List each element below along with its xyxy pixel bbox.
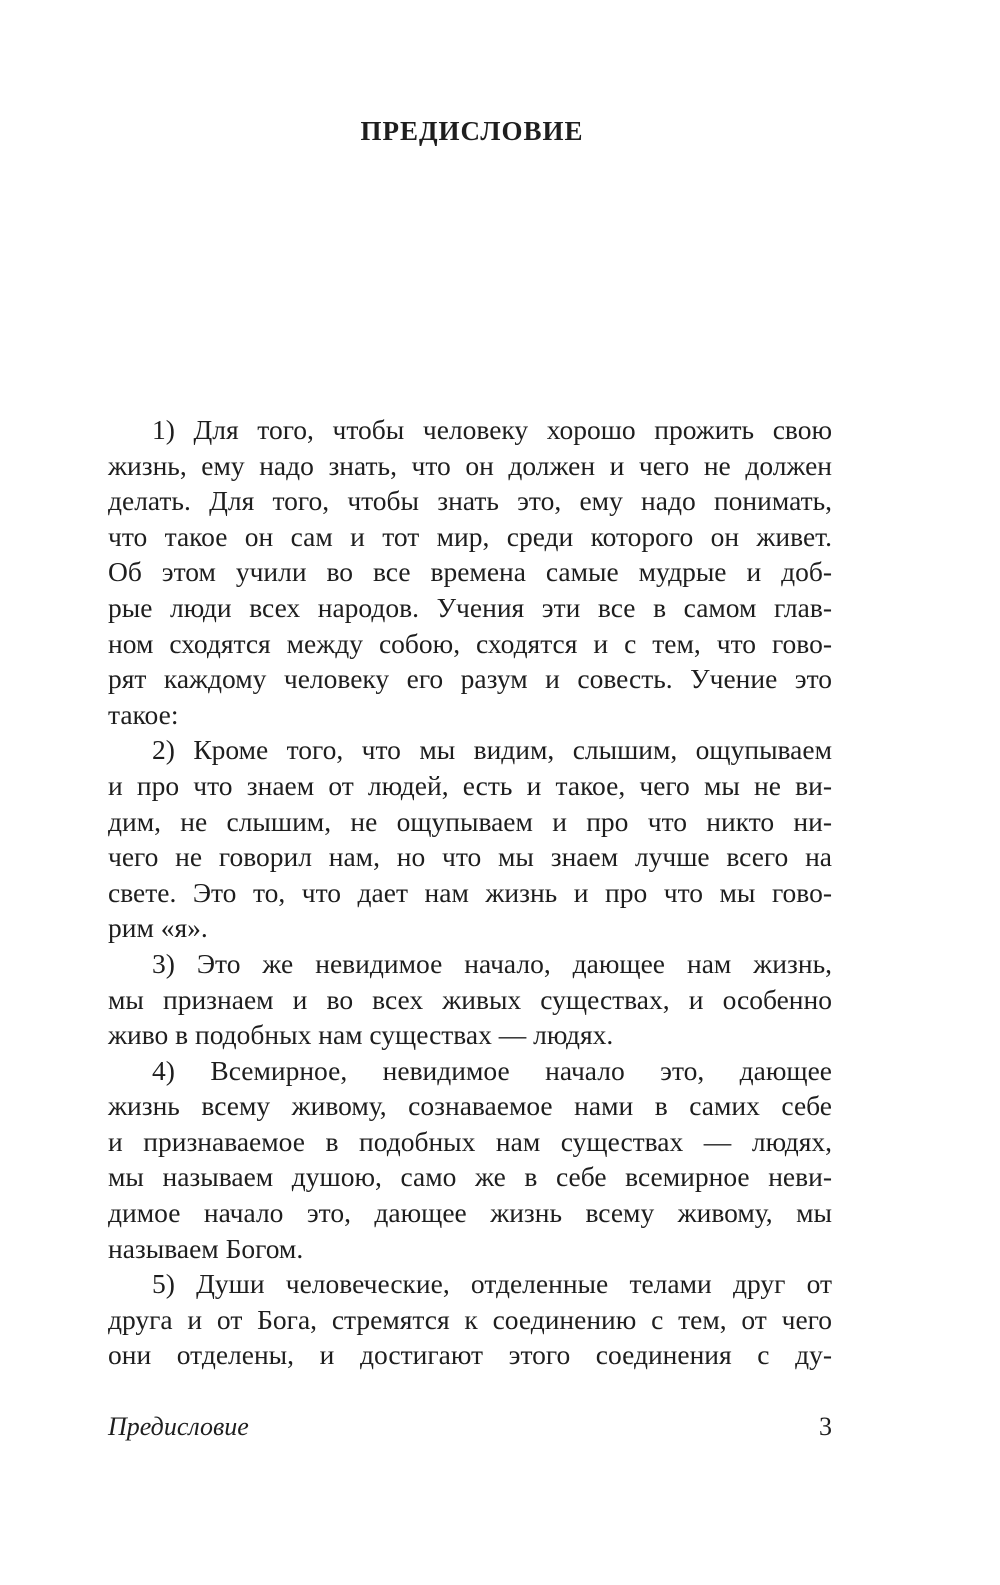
text-line: жизнь, ему надо знать, что он должен и чего не должен bbox=[108, 449, 832, 481]
text-line: мы признаем и во всех живых существах, и особенно bbox=[108, 983, 832, 1015]
text-line: 3) Это же невидимое начало, дающее нам жизнь, bbox=[152, 947, 832, 979]
body-text bbox=[108, 412, 832, 1373]
text-line: 2) Кроме того, что мы видим, слышим, ощупываем bbox=[152, 734, 832, 766]
text-line: живо в подобных нам существах — людях. bbox=[108, 1019, 614, 1051]
text-line: и признаваемое в подобных нам существах — людях, bbox=[108, 1125, 832, 1157]
page-footer bbox=[108, 1412, 832, 1448]
text-line: чего не говорил нам, но что мы знаем лучше всего на bbox=[108, 841, 832, 873]
text-line: 5) Души человеческие, отделенные телами друг от bbox=[152, 1268, 832, 1300]
text-line: друга и от Бога, стремятся к соединению с тем, от чего bbox=[108, 1303, 832, 1335]
text-line: рим «я». bbox=[108, 912, 208, 944]
paragraph-4 bbox=[108, 1053, 832, 1267]
text-line: они отделены, и достигают этого соединения с ду- bbox=[108, 1339, 832, 1371]
text-line: 4) Всемирное, невидимое начало это, дающее bbox=[152, 1054, 832, 1086]
page-number: 3 bbox=[819, 1412, 832, 1441]
text-line: и про что знаем от людей, есть и такое, чего мы не ви- bbox=[108, 769, 832, 801]
text-line: рые люди всех народов. Учения эти все в самом глав- bbox=[108, 591, 832, 623]
paragraph-5 bbox=[108, 1266, 832, 1373]
text-line: ном сходятся между собою, сходятся и с тем, что гово- bbox=[108, 627, 832, 659]
paragraph-1 bbox=[108, 412, 832, 732]
text-line: делать. Для того, чтобы знать это, ему надо понимать, bbox=[108, 485, 832, 517]
text-line: дим, не слышим, не ощупываем и про что никто ни- bbox=[108, 805, 832, 837]
text-line: называем Богом. bbox=[108, 1232, 304, 1264]
text-line: такое: bbox=[108, 698, 179, 730]
text-line: свете. Это то, что дает нам жизнь и про что мы гово- bbox=[108, 876, 832, 908]
text-line: что такое он сам и тот мир, среди которого он живет. bbox=[108, 520, 832, 552]
text-line: рят каждому человеку его разум и совесть. Учение это bbox=[108, 663, 832, 695]
text-line: димое начало это, дающее жизнь всему живому, мы bbox=[108, 1197, 832, 1229]
page-title: ПРЕДИСЛОВИЕ bbox=[360, 116, 584, 146]
running-title: Предисловие bbox=[108, 1412, 249, 1441]
paragraph-2 bbox=[108, 732, 832, 946]
paragraph-3 bbox=[108, 946, 832, 1053]
text-line: жизнь всему живому, сознаваемое нами в самих себе bbox=[108, 1090, 832, 1122]
text-line: 1) Для того, чтобы человеку хорошо прожить свою bbox=[152, 414, 832, 445]
text-line: мы называем душою, само же в себе всемирное неви- bbox=[108, 1161, 832, 1193]
text-line: Об этом учили во все времена самые мудрые и доб- bbox=[108, 556, 832, 588]
